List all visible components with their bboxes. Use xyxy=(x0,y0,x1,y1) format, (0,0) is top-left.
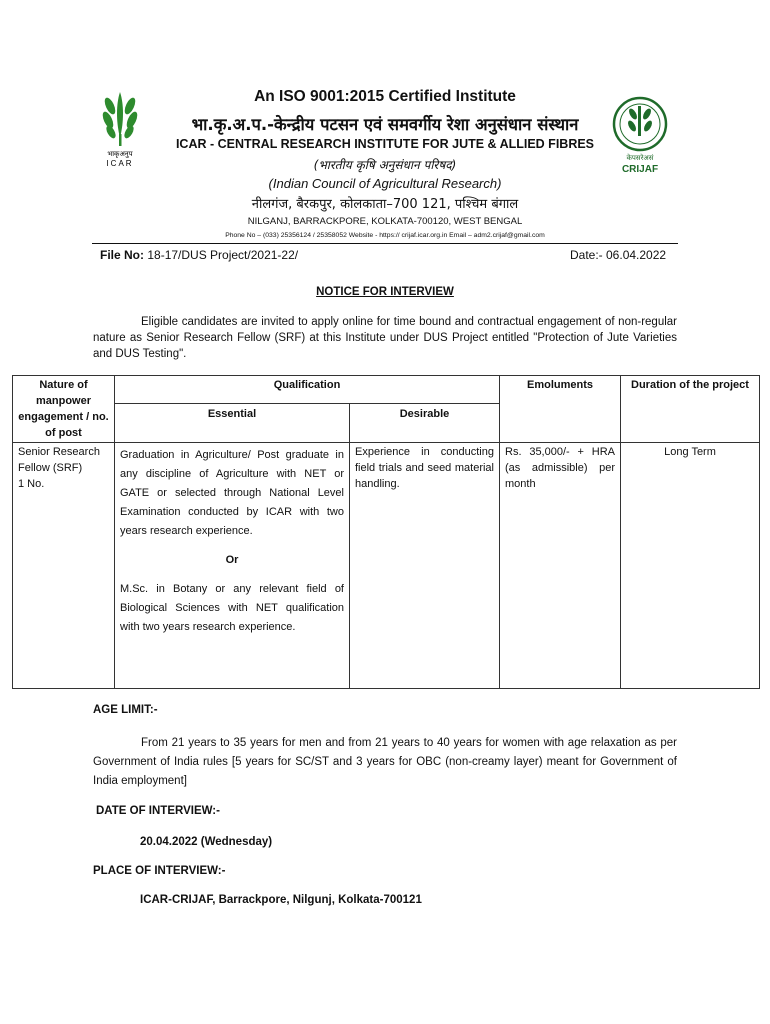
address-english: NILGANJ, BARRACKPORE, KOLKATA-700120, WEST BENGAL xyxy=(247,216,523,227)
interview-date-value: 20.04.2022 (Wednesday) xyxy=(140,836,273,848)
crijaf-logo-hindi: केपसरेअसं xyxy=(626,154,654,162)
header-nature: Nature of manpower engagement / no. of post xyxy=(13,376,115,443)
crijaf-logo-text: CRIJAF xyxy=(621,164,659,175)
file-number xyxy=(100,248,298,262)
table-row xyxy=(13,443,760,689)
interview-place-heading: PLACE OF INTERVIEW:- xyxy=(93,865,226,877)
address-hindi: नीलगंज, बैरकपुर, कोलकाता–700 121, पश्चिम बंगाल xyxy=(251,197,519,212)
contact-line: Phone No – (033) 25356124 / 25358052 Website - https:// crijaf.icar.org.in Email – adm2.crijaf@gmail.com xyxy=(225,232,545,239)
jute-plant-icon xyxy=(626,106,653,136)
wheat-icon xyxy=(101,92,140,146)
icar-logo-hindi: भाकृअनुप xyxy=(107,150,133,158)
essential-or: Or xyxy=(225,554,239,566)
cell-duration: Long Term xyxy=(621,443,760,689)
header-qualification: Qualification xyxy=(115,376,500,404)
council-name-hindi: (भारतीय कृषि अनुसंधान परिषद) xyxy=(313,158,457,172)
header-duration: Duration of the project xyxy=(621,376,760,443)
qualification-table xyxy=(12,375,760,689)
header-essential: Essential xyxy=(115,403,350,442)
cell-desirable: Experience in conducting field trials and seed material handling. xyxy=(350,443,500,689)
institute-name-hindi: भा.कृ.अ.प.-केन्द्रीय पटसन एवं समवर्गीय रेशा अनुसंधान संस्थान xyxy=(191,115,579,134)
cell-nature xyxy=(13,443,115,689)
iso-certification-line: An ISO 9001:2015 Certified Institute xyxy=(254,88,516,105)
file-number-value: 18-17/DUS Project/2021-22/ xyxy=(147,248,299,262)
age-limit-text: From 21 years to 35 years for men and from 21 years to 40 years for women with age relaxation as per Government of India rules [5 years for SC/ST and 3 years for OBC (non-creamy layer) meant for Government of India employment] xyxy=(93,737,677,787)
icar-logo xyxy=(96,86,148,172)
notice-date: Date:- 06.04.2022 xyxy=(570,248,667,262)
header-divider xyxy=(92,243,678,244)
age-limit-heading: AGE LIMIT:- xyxy=(93,704,158,716)
essential-option-2: M.Sc. in Botany or any relevant field of Biological Sciences with NET qualification with two years research experience. xyxy=(120,583,344,633)
post-name: Senior Research Fellow (SRF) xyxy=(18,446,100,474)
council-name-english: (Indian Council of Agricultural Research) xyxy=(268,176,502,191)
cell-emoluments: Rs. 35,000/- + HRA (as admissible) per month xyxy=(500,443,621,689)
file-number-label: File No: xyxy=(100,248,144,262)
interview-date-heading: DATE OF INTERVIEW:- xyxy=(96,805,220,817)
header-emoluments: Emoluments xyxy=(500,376,621,443)
post-count: 1 No. xyxy=(18,478,45,490)
cell-essential xyxy=(115,443,350,689)
institute-name-english: ICAR - CENTRAL RESEARCH INSTITUTE FOR JUTE & ALLIED FIBRES xyxy=(175,137,595,151)
notice-intro: Eligible candidates are invited to apply online for time bound and contractual engagement of non-regular nature as Senior Research Fellow (SRF) at this Institute under DUS Project entitled "Protection of Jute Varieties and DUS Testing". xyxy=(93,316,677,360)
essential-option-1: Graduation in Agriculture/ Post graduate in any discipline of Agriculture with NET or GATE or selected through National Level Examination conducted by ICAR with two years research experience. xyxy=(120,449,344,537)
header-desirable: Desirable xyxy=(350,403,500,442)
notice-title: NOTICE FOR INTERVIEW xyxy=(316,286,454,298)
interview-place-value: ICAR-CRIJAF, Barrackpore, Nilgunj, Kolkata-700121 xyxy=(140,894,422,906)
crijaf-logo xyxy=(612,88,668,180)
icar-logo-text: ICAR xyxy=(106,159,134,168)
